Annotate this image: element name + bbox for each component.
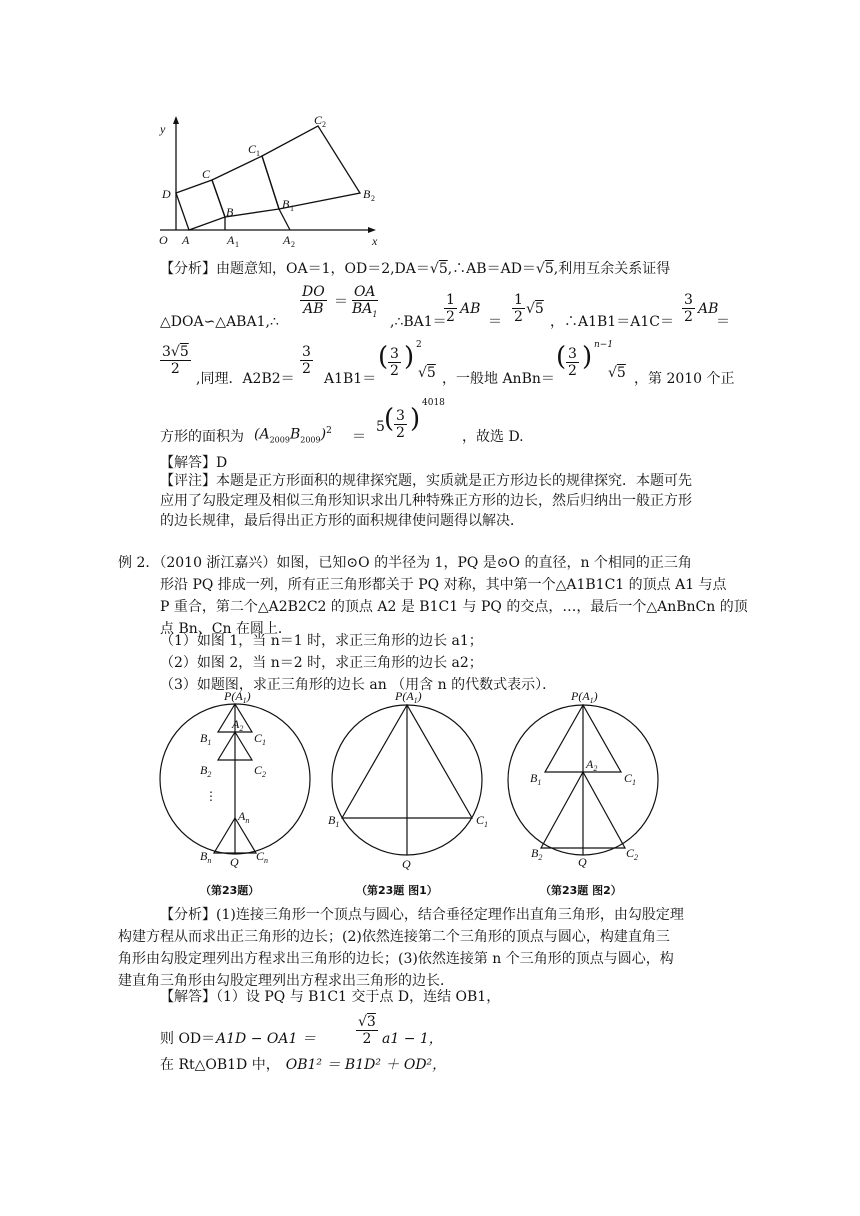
- svg-text:C: C: [314, 113, 323, 127]
- svg-text:B2: $B_2$: [531, 846, 543, 862]
- svg-text:A: A: [283, 233, 291, 247]
- squares-figure: [150, 110, 390, 250]
- svg-text:Q: Q: [230, 855, 239, 869]
- svg-text:P(A1): $P(A_1)$: [224, 689, 251, 705]
- analysis2: 【分析】(1)连接三角形一个顶点与圆心，结合垂径定理作出直角三角形，由勾股定理 构建方程从而求出正三角形的边长；(2)依然连接第二个三角形的顶点与圆心，构建直角三 角形由勾股定理列出方程求出三角形的边长；(3)依然连接第 n 个三角形的顶点与圆心，构 建直角三角形由勾股定理列出方程求出三角形的边长．: [118, 907, 684, 989]
- svg-text:Q: Q: [578, 855, 587, 869]
- svg-text:B1: $B_1$: [200, 731, 212, 747]
- svg-text:A: A: [227, 233, 235, 247]
- svg-text:C1: $C_1$: [624, 771, 637, 787]
- svg-text:C2: $C_2$: [626, 846, 639, 862]
- svg-text:O: O: [159, 233, 168, 247]
- svg-text:P(A1): $P(A_1)$: [395, 689, 422, 705]
- svg-text:B: B: [282, 197, 290, 211]
- analysis1-line1: 【分析】由题意知，OA＝1，OD＝2,DA＝√5,∴AB＝AD＝√5,利用互余关系证得: [160, 261, 671, 277]
- example2-statement: 例 2．（2010 浙江嘉兴）如图，已知⊙O 的半径为 1，PQ 是⊙O 的直径，n 个相同的正三角 形沿 PQ 排成一列，所有正三角形都关于 PQ 对称，其中第一个△A1B1C1 的顶点 A1 与点 P 重合，第二个△A2B2C2 的顶点 A2 是 B1C1 与 PQ 的交点，…，最后一个△AnBnCn 的顶 点 Bn、Cn 在圆上．: [118, 555, 748, 637]
- svg-text:2: 2: [322, 120, 326, 129]
- svg-text:Cn: $C_n$: [256, 849, 269, 865]
- svg-text:1: 1: [235, 240, 239, 249]
- svg-text:y: y: [160, 122, 166, 136]
- svg-text:B1: $B_1$: [530, 771, 542, 787]
- svg-text:1: 1: [290, 204, 294, 213]
- svg-text:B: B: [226, 205, 234, 219]
- svg-text:B: B: [363, 187, 371, 201]
- square-1: [176, 180, 225, 230]
- square-3: [262, 126, 360, 209]
- svg-text:D: D: [162, 187, 171, 201]
- svg-text:A: A: [182, 233, 190, 247]
- answer1: 【解答】D: [160, 455, 228, 471]
- circle-figures: [150, 684, 700, 900]
- svg-text:C: C: [202, 167, 211, 181]
- svg-text:C1: $C_1$: [254, 731, 267, 747]
- svg-text:2: 2: [371, 194, 375, 203]
- questions: （1）如图 1，当 n＝1 时，求正三角形的边长 a1； （2）如图 2，当 n＝2 时，求正三角形的边长 a2； （3）如题图，求正三角形的边长 an （用含 n 的代数式表示）．: [160, 633, 557, 693]
- svg-text:B2: $B_2$: [200, 763, 212, 779]
- svg-text:A2: $A_2$: [232, 717, 244, 733]
- svg-text:An: $A_n$: [238, 809, 250, 825]
- svg-text:C1: $C_1$: [476, 813, 489, 829]
- svg-text:B1: $B_1$: [328, 813, 340, 829]
- svg-text:x: x: [372, 234, 378, 248]
- square-2: [212, 156, 279, 217]
- figure-caption-b: （第23题 图1）: [356, 884, 438, 897]
- svg-text:1: 1: [256, 149, 260, 158]
- svg-text:C: C: [248, 142, 257, 156]
- svg-text:C2: $C_2$: [254, 763, 267, 779]
- svg-text:Bn: $B_n$: [200, 849, 212, 865]
- svg-text:⋮: ⋮: [205, 789, 217, 803]
- figure-caption-c: （第23题 图2）: [540, 884, 622, 897]
- svg-text:Q: Q: [402, 857, 411, 871]
- solution-line1: 【解答】（1）设 PQ 与 B1C1 交于点 D，连结 OB1，: [160, 989, 501, 1005]
- svg-text:A2: $A_2$: [586, 757, 598, 773]
- svg-text:2: 2: [291, 240, 295, 249]
- comment: 【评注】本题是正方形面积的规律探究题，实质就是正方形边长的规律探究．本题可先 应用了勾股定理及相似三角形知识求出几种特殊正方形的边长，然后归纳出一般正方形 的边长规律，最后得出正方形的面积规律使问题得以解决．: [160, 473, 692, 529]
- solution-line3: 在 Rt△OB1D 中， OB1² ＝ B1D² ＋ OD²，: [160, 1057, 447, 1073]
- figure-caption-a: （第23题）: [200, 884, 260, 897]
- svg-text:P(A1): $P(A_1)$: [571, 689, 598, 705]
